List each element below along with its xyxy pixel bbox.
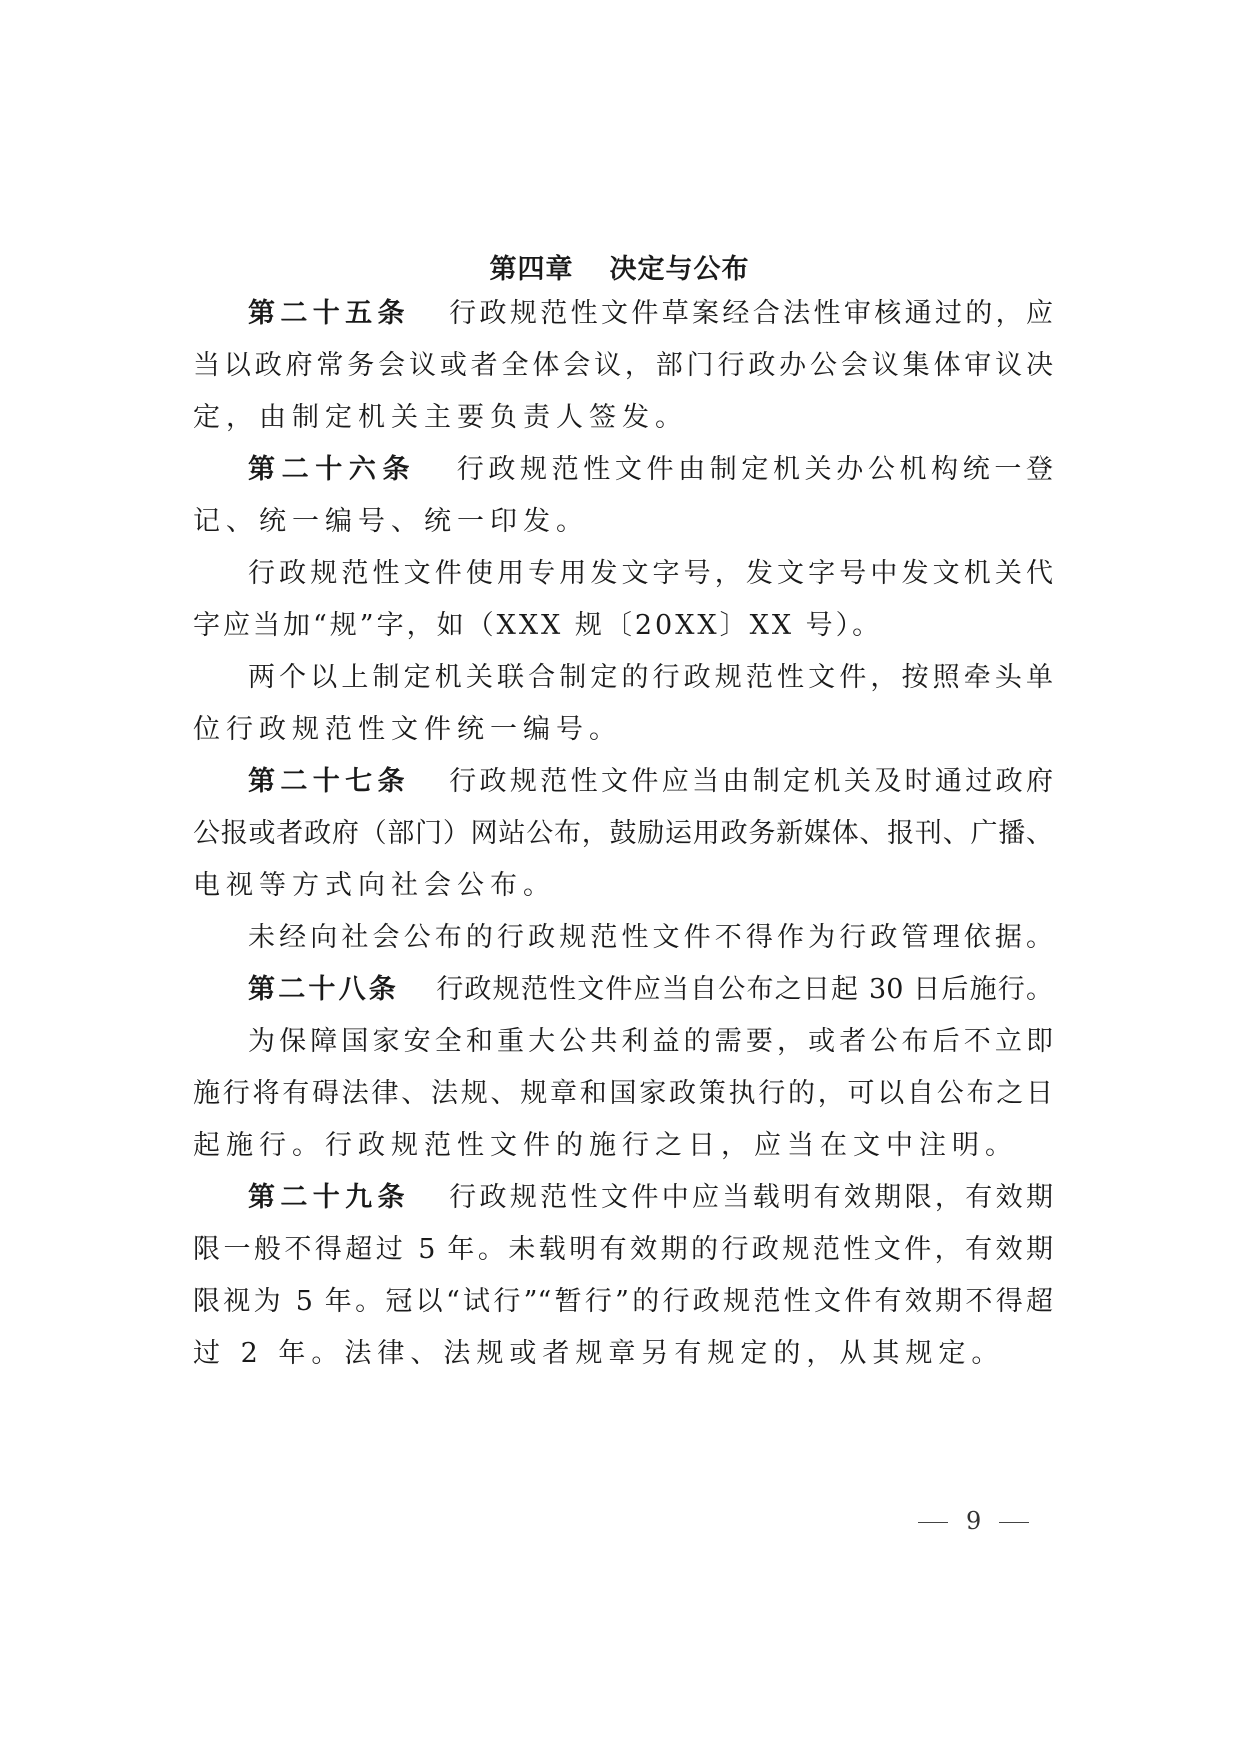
article-25-line-3: 定，由制定机关主要负责人签发。 (193, 402, 688, 433)
article-25-line-1 (248, 296, 1053, 332)
chapter-title (0, 252, 1239, 288)
article-26-text: 行政规范性文件由制定机关办公机构统一登 (452, 454, 1053, 485)
article-26-para-2-line-2: 字应当加“规”字，如（XXX 规〔20XX〕XX 号）。 (193, 610, 883, 641)
article-27-line-3: 电视等方式向社会公布。 (193, 870, 556, 901)
article-29-heading: 第二十九条 (248, 1182, 410, 1213)
article-25-heading: 第二十五条 (248, 298, 410, 329)
page-number-value: 9 (966, 1507, 982, 1535)
article-28-para-2-line-2: 施行将有碍法律、法规、规章和国家政策执行的，可以自公布之日 (193, 1078, 1053, 1109)
page-number-right-dash (999, 1522, 1029, 1523)
article-27-para-2: 未经向社会公布的行政规范性文件不得作为行政管理依据。 (248, 922, 1053, 953)
article-27-text: 行政规范性文件应当由制定机关及时通过政府 (445, 766, 1054, 797)
article-28-line-1 (248, 972, 1053, 1008)
article-28-heading: 第二十八条 (248, 974, 400, 1005)
article-29-text: 行政规范性文件中应当载明有效期限，有效期 (445, 1182, 1054, 1213)
article-29-line-2: 限一般不得超过 5 年。未载明有效期的行政规范性文件，有效期 (193, 1234, 1053, 1265)
article-26-para-3-line-1: 两个以上制定机关联合制定的行政规范性文件，按照牵头单 (248, 662, 1053, 693)
page-number (918, 1506, 1029, 1536)
article-27-line-2: 公报或者政府（部门）网站公布，鼓励运用政务新媒体、报刊、广播、 (193, 818, 1053, 849)
chapter-number: 第四章 (489, 254, 574, 285)
article-28-para-2-line-1: 为保障国家安全和重大公共利益的需要，或者公布后不立即 (248, 1026, 1053, 1057)
article-26-line-2: 记、统一编号、统一印发。 (193, 506, 589, 537)
article-29-line-3: 限视为 5 年。冠以“试行”“暂行”的行政规范性文件有效期不得超 (193, 1286, 1053, 1317)
article-26-para-3-line-2: 位行政规范性文件统一编号。 (193, 714, 622, 745)
chapter-name: 决定与公布 (609, 254, 750, 285)
article-27-heading: 第二十七条 (248, 766, 410, 797)
article-29-line-4: 过 2 年。法律、法规或者规章另有规定的，从其规定。 (193, 1338, 1005, 1369)
article-26-heading: 第二十六条 (248, 454, 417, 485)
article-29-line-1 (248, 1180, 1053, 1216)
article-26-para-2-line-1: 行政规范性文件使用专用发文字号，发文字号中发文机关代 (248, 558, 1053, 589)
page-number-left-dash (918, 1522, 948, 1523)
article-28-para-2-line-3: 起施行。行政规范性文件的施行之日，应当在文中注明。 (193, 1130, 1018, 1161)
article-25-text: 行政规范性文件草案经合法性审核通过的，应 (445, 298, 1054, 329)
article-25-line-2: 当以政府常务会议或者全体会议，部门行政办公会议集体审议决 (193, 350, 1053, 381)
article-27-line-1 (248, 764, 1053, 800)
article-28-text: 行政规范性文件应当自公布之日起 30 日后施行。 (435, 974, 1053, 1005)
article-26-line-1 (248, 452, 1053, 488)
